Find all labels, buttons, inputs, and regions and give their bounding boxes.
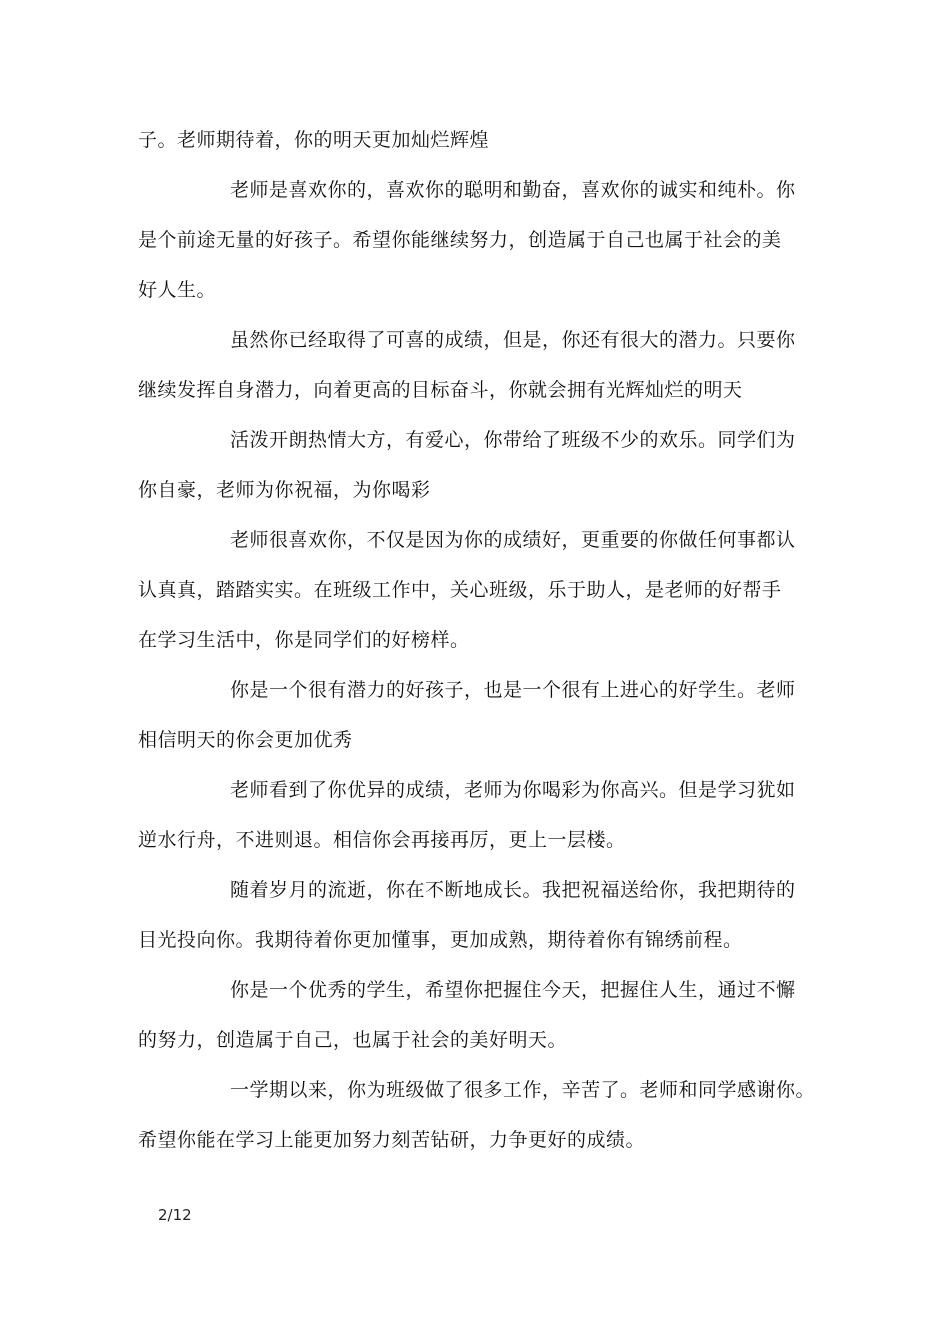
- text-line: 逆水行舟，不进则退。相信你会再接再厉，更上一层楼。: [138, 829, 626, 851]
- text-line: 老师是喜欢你的，喜欢你的聪明和勤奋，喜欢你的诚实和纯朴。你: [230, 179, 796, 201]
- page-number: 2/12: [158, 1206, 192, 1224]
- text-line: 在学习生活中，你是同学们的好榜样。: [138, 629, 470, 651]
- text-line: 是个前途无量的好孩子。希望你能继续努力，创造属于自己也属于社会的美: [138, 229, 782, 251]
- text-line: 相信明天的你会更加优秀: [138, 729, 353, 751]
- text-line: 一学期以来，你为班级做了很多工作，辛苦了。老师和同学感谢你。: [230, 1079, 816, 1101]
- text-line: 好人生。: [138, 279, 217, 301]
- text-line: 继续发挥自身潜力，向着更高的目标奋斗，你就会拥有光辉灿烂的明天: [138, 379, 743, 401]
- text-line: 你自豪，老师为你祝福，为你喝彩: [138, 479, 431, 501]
- text-line: 虽然你已经取得了可喜的成绩，但是，你还有很大的潜力。只要你: [230, 329, 796, 351]
- text-line: 随着岁月的流逝，你在不断地成长。我把祝福送给你，我把期待的: [230, 879, 796, 901]
- text-line: 你是一个优秀的学生，希望你把握住今天，把握住人生，通过不懈: [230, 979, 796, 1001]
- text-line: 老师很喜欢你，不仅是因为你的成绩好，更重要的你做任何事都认: [230, 529, 796, 551]
- text-line: 的努力，创造属于自己，也属于社会的美好明天。: [138, 1029, 568, 1051]
- text-line: 目光投向你。我期待着你更加懂事，更加成熟，期待着你有锦绣前程。: [138, 929, 743, 951]
- text-line: 希望你能在学习上能更加努力刻苦钻研，力争更好的成绩。: [138, 1129, 646, 1151]
- text-line: 你是一个很有潜力的好孩子，也是一个很有上进心的好学生。老师: [230, 679, 796, 701]
- text-line: 认真真，踏踏实实。在班级工作中，关心班级，乐于助人，是老师的好帮手: [138, 579, 782, 601]
- text-line: 活泼开朗热情大方，有爱心，你带给了班级不少的欢乐。同学们为: [230, 429, 796, 451]
- text-line: 子。老师期待着，你的明天更加灿烂辉煌: [138, 129, 490, 151]
- text-line: 老师看到了你优异的成绩，老师为你喝彩为你高兴。但是学习犹如: [230, 779, 796, 801]
